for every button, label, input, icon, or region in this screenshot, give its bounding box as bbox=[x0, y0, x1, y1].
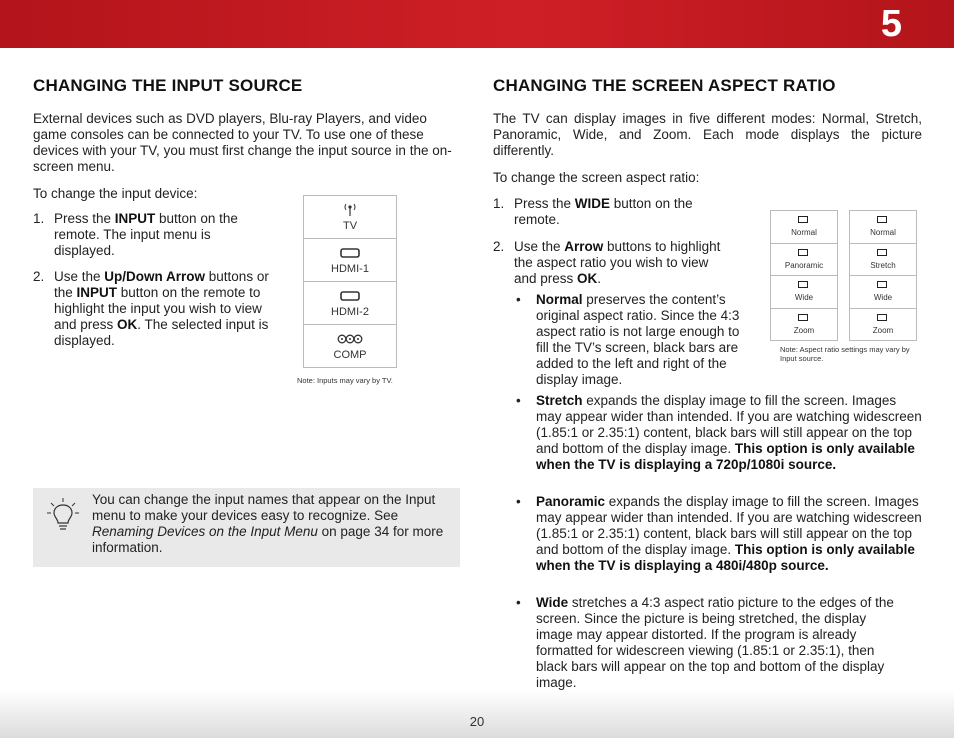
input-menu bbox=[303, 195, 397, 368]
normal-ratio-icon bbox=[877, 216, 887, 223]
aspect-step2: Use the Arrow buttons to highlight the aspect ratio you wish to view and press OK. bbox=[514, 239, 721, 286]
bullet: • bbox=[516, 292, 521, 307]
bullet: • bbox=[516, 494, 521, 509]
input-to-change: To change the input device: bbox=[33, 186, 198, 201]
panoramic-ratio-icon bbox=[798, 249, 808, 256]
input-item-hdmi2[interactable]: HDMI-2 bbox=[304, 282, 396, 325]
aspect-step1: Press the WIDE button on the remote. bbox=[514, 196, 693, 227]
aspect-item-panoramic[interactable]: Panoramic bbox=[771, 244, 837, 277]
stretch-ratio-icon bbox=[877, 249, 887, 256]
aspect-intro: The TV can display images in five different modes: Normal, Stretch, Panoramic, Wide, and Zoom. Each mode displays the picture differently. bbox=[493, 111, 922, 158]
tip-box bbox=[33, 488, 460, 567]
bullet: • bbox=[516, 595, 521, 610]
input-step1-number: 1. bbox=[33, 211, 45, 226]
input-source-heading: CHANGING THE INPUT SOURCE bbox=[33, 76, 303, 95]
aspect-menu-panoramic bbox=[770, 210, 838, 341]
bullet-normal: Normal preserves the content’s original aspect ratio. Since the 4:3 aspect ratio is not large enough to fill the TV’s screen, black bars are added to the left and right of the display image. bbox=[536, 292, 740, 387]
normal-ratio-icon bbox=[798, 216, 808, 223]
aspect-item-wide[interactable]: Wide bbox=[771, 276, 837, 309]
zoom-ratio-icon bbox=[877, 314, 887, 321]
bullet-wide: Wide stretches a 4:3 aspect ratio picture to the edges of the screen. Since the picture is being stretched, the display image may appear distorted. If the program is already formatted for widescreen viewing (1.85:1 or 2.35:1), then black bars will appear on the top and bottom of the display image. bbox=[536, 595, 894, 690]
bullet: • bbox=[516, 393, 521, 408]
aspect-item-normal[interactable]: Normal bbox=[771, 211, 837, 244]
wide-ratio-icon bbox=[798, 281, 808, 288]
tip-text: You can change the input names that appear on the Input menu to make your devices easy to recognize. See Renaming Devices on the Input Menu on page 34 for more information. bbox=[92, 492, 444, 555]
aspect-step2-number: 2. bbox=[493, 239, 505, 254]
input-intro: External devices such as DVD players, Blu-ray Players, and video game consoles can be connected to your TV. To use one of these devices with your TV, you must first change the input source in the on-screen menu. bbox=[33, 111, 452, 174]
input-step2-number: 2. bbox=[33, 269, 45, 284]
aspect-item-zoom[interactable]: Zoom bbox=[850, 309, 916, 341]
chapter-number: 5 bbox=[880, 3, 902, 45]
page-number: 20 bbox=[469, 714, 485, 729]
input-item-tv[interactable]: TV bbox=[304, 196, 396, 239]
aspect-ratio-heading: CHANGING THE SCREEN ASPECT RATIO bbox=[493, 76, 836, 95]
input-note: Note: Inputs may vary by TV. bbox=[297, 376, 393, 385]
aspect-to-change: To change the screen aspect ratio: bbox=[493, 170, 700, 185]
bullet-stretch: Stretch expands the display image to fill the screen. Images may appear wider than intended. If you are watching widescreen (1.85:1 or 2.35:1) content, black bars will still appear on the top and bottom of the display image. This option is only available when the TV is displaying a 720p/1080i source. bbox=[536, 393, 922, 472]
aspect-item-wide[interactable]: Wide bbox=[850, 276, 916, 309]
aspect-item-normal[interactable]: Normal bbox=[850, 211, 916, 244]
input-item-comp[interactable]: COMP bbox=[304, 325, 396, 367]
aspect-item-zoom[interactable]: Zoom bbox=[771, 309, 837, 341]
aspect-item-stretch[interactable]: Stretch bbox=[850, 244, 916, 277]
input-step2: Use the Up/Down Arrow buttons or the INPUT button on the remote to highlight the input you wish to view and press OK. The selected input is displayed. bbox=[54, 269, 269, 348]
aspect-step1-number: 1. bbox=[493, 196, 505, 211]
lightbulb-icon bbox=[47, 498, 79, 532]
bullet-panoramic: Panoramic expands the display image to fill the screen. Images may appear wider than intended. If you are watching widescreen (1.85:1 or 2.35:1) content, black bars will still appear on the top and bottom of the display image. This option is only available when the TV is displaying a 480i/480p source. bbox=[536, 494, 922, 573]
zoom-ratio-icon bbox=[798, 314, 808, 321]
aspect-menu-stretch bbox=[849, 210, 917, 341]
hdmi-icon bbox=[304, 246, 396, 260]
header-bar bbox=[0, 0, 954, 48]
hdmi-icon bbox=[304, 289, 396, 303]
antenna-icon bbox=[304, 203, 396, 217]
aspect-note: Note: Aspect ratio settings may vary by Input source. bbox=[780, 345, 910, 363]
component-icon bbox=[304, 332, 396, 346]
input-step1: Press the INPUT button on the remote. The input menu is displayed. bbox=[54, 211, 238, 258]
input-item-hdmi1[interactable]: HDMI-1 bbox=[304, 239, 396, 282]
wide-ratio-icon bbox=[877, 281, 887, 288]
